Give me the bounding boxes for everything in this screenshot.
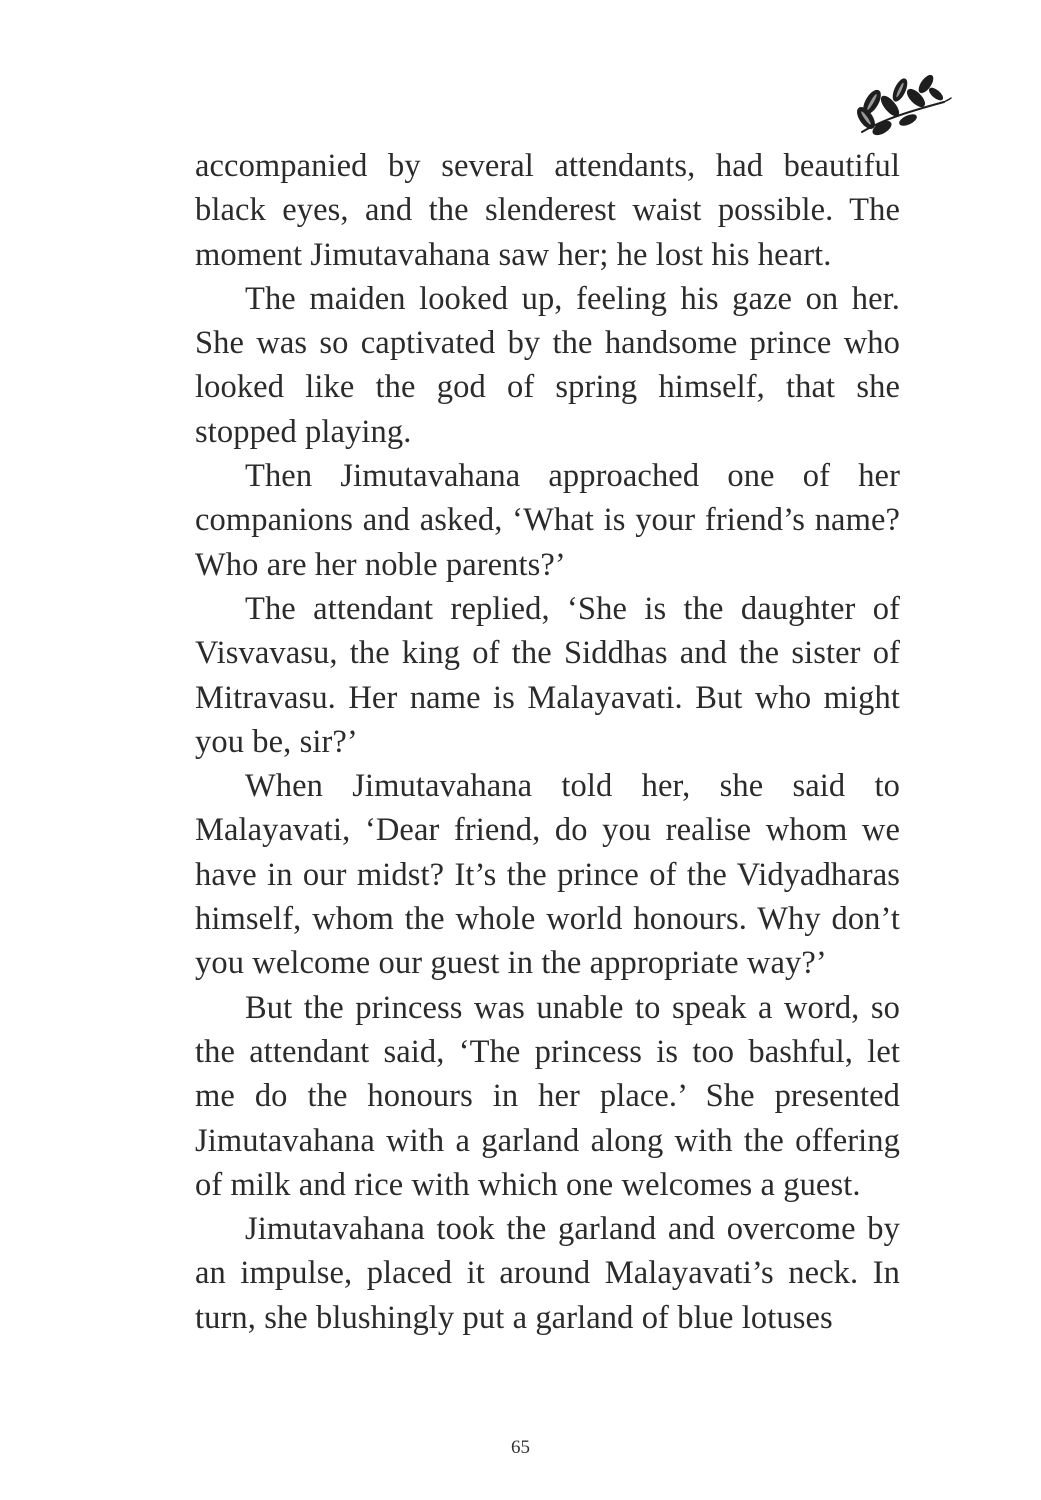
paragraph: accompanied by several attendants, had beautiful black eyes, and the slenderest waist possible. The moment Jimutavahana saw her; he lost his heart.	[195, 148, 900, 273]
paragraph: Jimutavahana took the garland and overcome by an impulse, placed it around Malayavati’s neck. In turn, she blushingly put a garland of blue lotuses	[195, 1211, 900, 1336]
body-text	[195, 144, 900, 1340]
paragraph: When Jimutavahana told her, she said to Malayavati, ‘Dear friend, do you realise whom we have in our midst? It’s the prince of the Vidyadharas himself, whom the whole world honours. Why don’t you welcome our guest in the appropriate way?’	[195, 768, 900, 982]
leaf-branch-icon	[852, 72, 952, 140]
paragraph: The attendant replied, ‘She is the daughter of Visvavasu, the king of the Siddhas and the sister of Mitravasu. Her name is Malayavati. But who might you be, sir?’	[195, 590, 900, 760]
page-number: 65	[511, 1437, 530, 1458]
paragraph: Then Jimutavahana approached one of her companions and asked, ‘What is your friend’s name? Who are her noble parents?’	[195, 458, 900, 583]
paragraph: But the princess was unable to speak a word, so the attendant said, ‘The princess is too bashful, let me do the honours in her place.’ She presented Jimutavahana with a garland along with the offering of milk and rice with which one welcomes a guest.	[195, 989, 900, 1203]
paragraph: The maiden looked up, feeling his gaze on her. She was so captivated by the handsome prince who looked like the god of spring himself, that she stopped playing.	[195, 280, 900, 450]
